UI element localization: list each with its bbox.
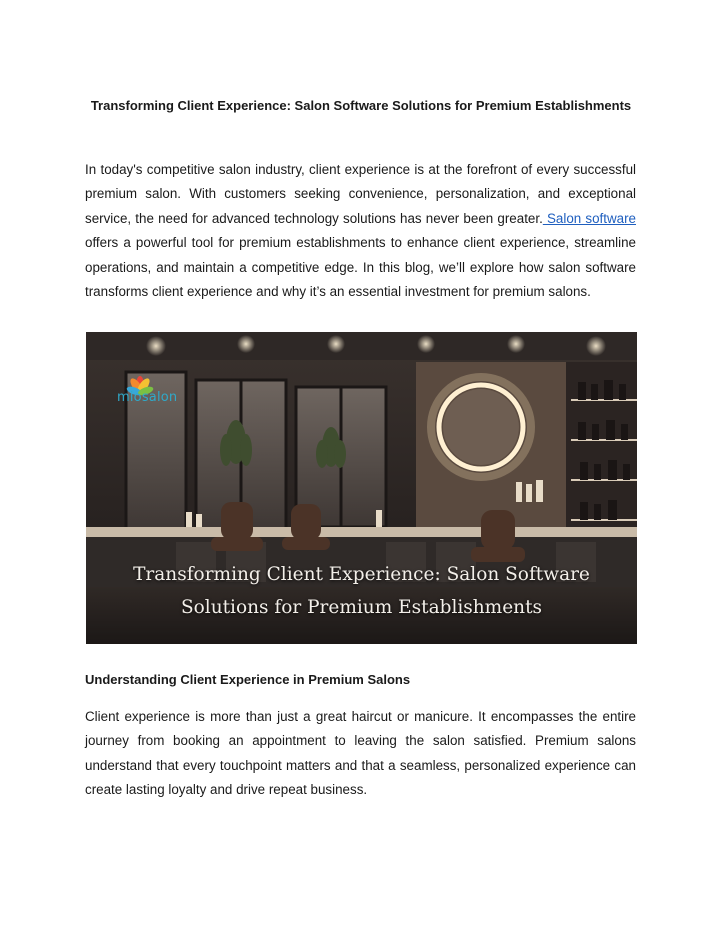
brand-name: miosalon xyxy=(117,390,178,405)
section-paragraph: Client experience is more than just a great haircut or manicure. It encompasses the entire journey from booking an appointment to leaving the salon satisfied. Premium salons understand that every touchpoint matters and that a seamless, personalized experience can create lasting loyalty and drive repeat business. xyxy=(85,709,636,798)
salon-software-link[interactable]: Salon software xyxy=(542,210,636,226)
hero-overlay-line-2: Solutions for Premium Establishments xyxy=(180,597,543,618)
article-title: Transforming Client Experience: Salon Software Solutions for Premium Establishments xyxy=(90,98,632,113)
section-heading: Understanding Client Experience in Premium Salons xyxy=(85,672,411,687)
hero-overlay-title xyxy=(86,558,637,624)
hero-overlay-line-1: Transforming Client Experience: Salon Software xyxy=(133,564,590,585)
hero-image xyxy=(86,332,637,644)
intro-text-after-link: offers a powerful tool for premium establishments to enhance client experience, streamline operations, and maintain a competitive edge. In this blog, we’ll explore how salon software transforms client experience and why it’s an essential investment for premium salons. xyxy=(85,235,636,300)
intro-text-before-link: In today's competitive salon industry, client experience is at the forefront of every successful premium salon. With customers seeking convenience, personalization, and exceptional service, the need for advanced technology solutions has never been greater. xyxy=(85,162,636,226)
intro-paragraph xyxy=(85,158,636,304)
